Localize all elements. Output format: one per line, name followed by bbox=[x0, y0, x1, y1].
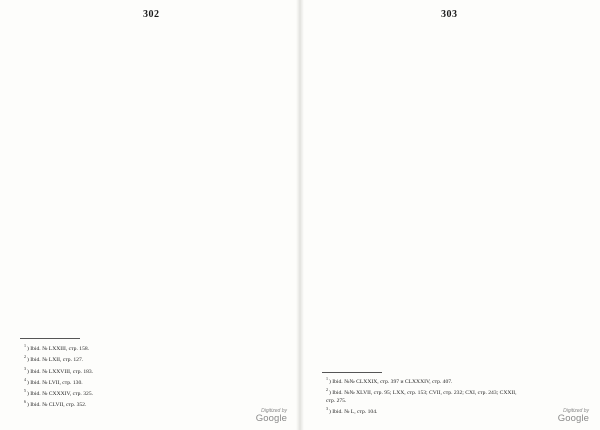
footnote: $^3$) Ibid. № LXXVIII, стр. 183. bbox=[24, 365, 94, 375]
footnote: $^2$) Ibid. №№ XLVII, стр. 95; LXX, стр. 153; CVII, стр. 232; CXI, стр. 243; CXXII, стр. 275. bbox=[326, 387, 517, 404]
watermark-small-text: Digitized by bbox=[563, 408, 589, 414]
book-gutter bbox=[296, 0, 304, 430]
footnote-separator bbox=[20, 338, 80, 339]
footnote: $^1$) Ibid. № LXXIII, стр. 158. bbox=[24, 343, 90, 352]
footnote: $^3$) Ibid. № L, стр. 104. bbox=[326, 405, 378, 415]
right-page bbox=[304, 0, 600, 430]
footnote: $^5$) Ibid. № CXXXIV, стр. 325. bbox=[24, 388, 94, 397]
watermark-small-text: Digitized by bbox=[261, 408, 287, 414]
footnote: $^6$) Ibid. № CLVII, стр. 352. bbox=[24, 399, 87, 409]
watermark-logo-text: Google bbox=[255, 413, 287, 424]
digitized-watermark bbox=[205, 408, 287, 423]
footnote: $^4$) Ibid. № LVII, стр. 130. bbox=[24, 376, 83, 386]
footnote-separator bbox=[322, 372, 382, 373]
page-number: 302 bbox=[143, 9, 160, 20]
footnotes bbox=[24, 342, 184, 410]
watermark-logo-text: Google bbox=[557, 413, 589, 424]
digitized-watermark bbox=[497, 408, 589, 423]
footnote: $^1$) Ibid. №№ CLXXIX, стр. 397 и CLXXXIV, стр. 407. bbox=[326, 376, 453, 385]
page-body-text bbox=[20, 23, 280, 334]
left-page bbox=[0, 0, 296, 430]
footnotes bbox=[326, 375, 526, 416]
page-body-text bbox=[322, 23, 584, 367]
footnote: $^2$) Ibid. № LXII, стр. 127. bbox=[24, 354, 84, 364]
page-number: 303 bbox=[441, 9, 458, 20]
